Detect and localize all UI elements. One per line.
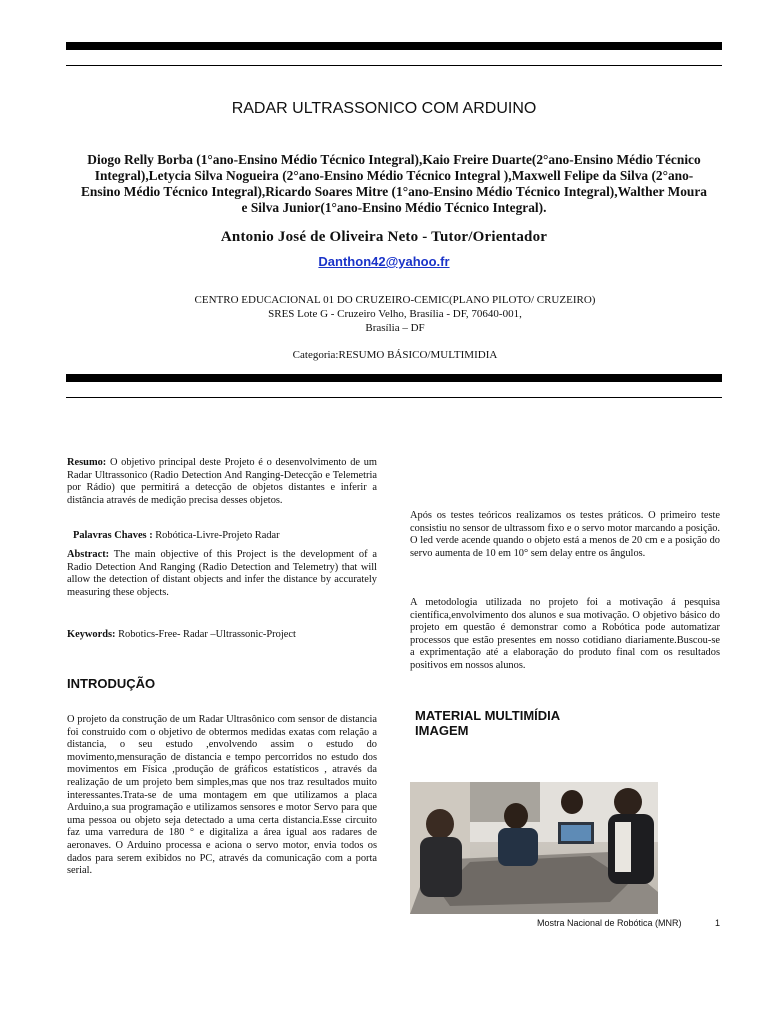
top-thick-rule [66, 42, 722, 50]
abstract-text: The main objective of this Project is the development of a Radio Detection And Ranging (Radio Detection and Telemetry) that will allow the detection of distant objects and infer the distance by accurately measuring these objects. [67, 549, 377, 598]
methodology-paragraph: A metodologia utilizada no projeto foi a motivação á pesquisa científica,envolvimento dos alunos e sua motivação. O objetivo básico do projeto em questão é demonstrar como a Robótica pode automatizar processos que estão presentes em nosso cotidiano diariamente.Buscou-se a exprimentação até a elaboração do produto final com os resultados positivos em nossos alunos. [410, 597, 720, 671]
keywords-text: Robotics-Free- Radar –Ultrassonic-Project [115, 629, 296, 640]
palavras-text: Robótica-Livre-Projeto Radar [152, 530, 280, 541]
tutor-name: Antonio José de Oliveira Neto - Tutor/Orientador [220, 229, 548, 245]
palavras-chaves [73, 530, 377, 543]
category-value: RESUMO BÁSICO/MULTIMIDIA [338, 349, 498, 361]
email-link[interactable]: Danthon42@yahoo.fr [318, 254, 450, 269]
category-line [0, 348, 768, 362]
students-photo [410, 782, 658, 914]
intro-paragraph: O projeto da construção de um Radar Ultrasônico com sensor de distancia foi construido com o objetivo de obtermos medidas exatas com relação a distancia, o seu estudo ,envolvendo assim o estudo do movimento,mensuração de distancia e tempo percorridos no estudo dos movimentos em Física ,produção de gráficos estatísticos , através da realização de um projeto bem simples,mas que nos traz resultados muito interessantes.Trata-se de uma montagem em que utilizamos a placa Arduino,a sua programação e utilizamos sensores e motor Servo para que uma pessoa ou objeto seja detectado a uma certa distancia.Esse circuito faz uma varredura de 180 ° e digitaliza a área igual aos radares de aeronaves. O Arduino processa e aciona o servo motor, envia todos os dados para serem exibidos no PC, através da comunicação com a porta serial. [67, 714, 377, 877]
institution-address: SRES Lote G - Cruzeiro Velho, Brasília - DF, 70640-001, [268, 308, 522, 320]
keywords-label: Keywords: [67, 629, 116, 640]
abstract-paragraph [67, 549, 377, 599]
resumo-label: Resumo: [67, 457, 107, 468]
resumo-paragraph [67, 457, 377, 507]
paper-title: RADAR ULTRASSONICO COM ARDUINO [231, 100, 537, 117]
media-heading [415, 708, 560, 738]
palavras-label: Palavras Chaves : [73, 530, 153, 541]
keywords-paragraph [67, 629, 377, 642]
tests-paragraph: Após os testes teóricos realizamos os testes práticos. O primeiro teste consistiu no sensor de ultrassom fixo e o servo motor marcando a posição. O led verde acende quando o objeto está a menos de 20 cm e a posição do servo aumenta de 10 em 10° sem delay entre os ângulos. [410, 510, 720, 559]
institution-city: Brasília – DF [365, 322, 425, 334]
media-heading-line2: IMAGEM [415, 723, 469, 738]
resumo-text: O objetivo principal deste Projeto é o desenvolvimento de um Radar Ultrassonico (Radio Detection And Ranging-Detecção e Telemetria por Rádio) que permitirá a detecção de objetos distantes e inferir a distância através de medição precisa desses objetos. [67, 457, 377, 506]
page-number: 1 [715, 918, 721, 928]
abstract-label: Abstract: [67, 549, 110, 560]
mid-thick-rule [66, 374, 722, 382]
students-photo-illustration [410, 782, 658, 914]
footer-text: Mostra Nacional de Robótica (MNR) [537, 918, 682, 928]
mid-thin-rule [66, 397, 722, 398]
institution-name: CENTRO EDUCACIONAL 01 DO CRUZEIRO-CEMIC(PLANO PILOTO/ CRUZEIRO) [194, 294, 596, 306]
intro-heading: INTRODUÇÃO [67, 676, 156, 691]
category-label: Categoria: [292, 349, 339, 361]
author-list: Diogo Relly Borba (1°ano-Ensino Médio Técnico Integral),Kaio Freire Duarte(2°ano-Ensino Médio Técnico Integral),Letycia Silva Nogueira (2°ano-Ensino Médio Técnico Integral ),Maxwell Felipe da Silva (2°ano-Ensino Médio Técnico Integral),Ricardo Soares Mitre (1°ano-Ensino Médio Técnico Integral),Walther Moura e Silva Junior(1°ano-Ensino Médio Técnico Integral). [81, 152, 707, 215]
top-thin-rule [66, 65, 722, 66]
media-heading-line1: MATERIAL MULTIMÍDIA [415, 708, 561, 723]
